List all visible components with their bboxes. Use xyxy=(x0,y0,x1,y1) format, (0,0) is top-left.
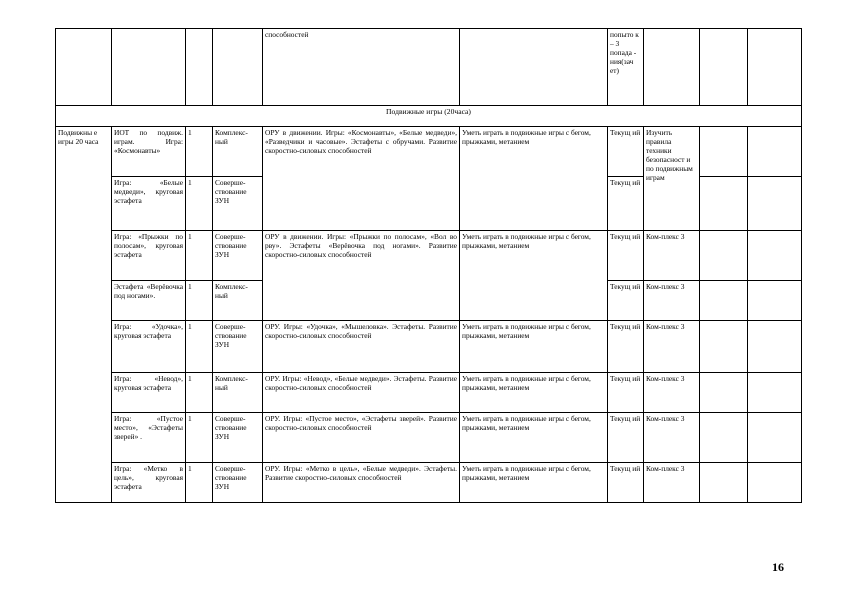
cell xyxy=(748,231,802,281)
content-cell: ОРУ. Игры: «Пустое место», «Эстафеты зверей». Развитие скоростно-силовых способностей xyxy=(263,413,460,463)
cell xyxy=(460,29,608,106)
table-row xyxy=(56,231,802,281)
cell: попыто к – 3 попада - ния(зач ет) xyxy=(608,29,644,106)
cell xyxy=(186,29,213,106)
hours-cell: 1 xyxy=(186,231,213,281)
outcome-cell: Уметь играть в подвижные игры с бегом, прыжками, метанием xyxy=(460,231,608,321)
cell xyxy=(748,281,802,321)
type-cell: Комплекс-ный xyxy=(213,373,263,413)
outcome-cell: Уметь играть в подвижные игры с бегом, прыжками, метанием xyxy=(460,127,608,231)
section-header-row xyxy=(56,106,802,127)
cell xyxy=(700,281,748,321)
type-cell: Комплекс-ный xyxy=(213,281,263,321)
outcome-cell: Уметь играть в подвижные игры с бегом, прыжками, метанием xyxy=(460,463,608,503)
homework-cell: Ком-плекс 3 xyxy=(644,231,700,281)
hours-cell: 1 xyxy=(186,321,213,373)
control-cell: Текущ ий xyxy=(608,231,644,281)
content-cell: ОРУ. Игры: «Метко в цель», «Белые медведи». Эстафеты. Развитие скоростно-силовых способностей xyxy=(263,463,460,503)
table-row xyxy=(56,463,802,503)
topic-cell: Игра: «Невод», круговая эстафета xyxy=(112,373,186,413)
topic-cell: ИОТ по подвиж. играм. Игра: «Космонавты» xyxy=(112,127,186,177)
page-number: 16 xyxy=(772,560,784,574)
cell xyxy=(700,177,748,231)
type-cell: Соверше-ствование ЗУН xyxy=(213,413,263,463)
cell xyxy=(700,127,748,177)
type-cell: Комплекс-ный xyxy=(213,127,263,177)
lesson-plan-table xyxy=(55,28,802,503)
cell xyxy=(748,463,802,503)
homework-cell: Ком-плекс 3 xyxy=(644,281,700,321)
control-cell: Текущ ий xyxy=(608,321,644,373)
cell xyxy=(56,29,112,106)
cell xyxy=(748,29,802,106)
control-cell: Текущ ий xyxy=(608,127,644,177)
cell xyxy=(700,463,748,503)
outcome-cell: Уметь играть в подвижные игры с бегом, прыжками, метанием xyxy=(460,321,608,373)
hours-cell: 1 xyxy=(186,373,213,413)
control-cell: Текущ ий xyxy=(608,177,644,231)
topic-cell: Игра: «Пустое место», «Эстафеты зверей» . xyxy=(112,413,186,463)
hours-cell: 1 xyxy=(186,127,213,177)
cell xyxy=(644,29,700,106)
topic-cell: Игра: «Метко в цель», круговая эстафета xyxy=(112,463,186,503)
cell: способностей xyxy=(263,29,460,106)
type-cell: Соверше-ствование ЗУН xyxy=(213,177,263,231)
hours-cell: 1 xyxy=(186,413,213,463)
hours-cell: 1 xyxy=(186,463,213,503)
table-row xyxy=(56,373,802,413)
type-cell: Соверше-ствование ЗУН xyxy=(213,321,263,373)
homework-cell: Изучить правила техники безопасност и по подвижным играм xyxy=(644,127,700,231)
cell xyxy=(700,373,748,413)
cell xyxy=(700,321,748,373)
homework-cell: Ком-плекс 3 xyxy=(644,413,700,463)
section-title: Подвижные игры (20часа) xyxy=(56,106,802,127)
cell xyxy=(748,127,802,177)
cell xyxy=(112,29,186,106)
topic-cell: Игра: «Белые медведи», круговая эстафета xyxy=(112,177,186,231)
topic-cell: Игра: «Прыжки по полосам», круговая эстафета xyxy=(112,231,186,281)
topic-cell: Игра: «Удочка», круговая эстафета xyxy=(112,321,186,373)
homework-cell: Ком-плекс 3 xyxy=(644,321,700,373)
outcome-cell: Уметь играть в подвижные игры с бегом, прыжками, метанием xyxy=(460,413,608,463)
table-row xyxy=(56,321,802,373)
cell xyxy=(748,373,802,413)
cell xyxy=(748,177,802,231)
table-row xyxy=(56,127,802,177)
cell xyxy=(700,29,748,106)
content-cell: ОРУ в движении. Игры: «Космонавты», «Белые медведи», «Разведчики и часовые». Эстафеты с обручами. Развитие скоростно-силовых способностей xyxy=(263,127,460,231)
control-cell: Текущ ий xyxy=(608,413,644,463)
cell xyxy=(748,321,802,373)
type-cell: Соверше-ствование ЗУН xyxy=(213,231,263,281)
cell xyxy=(700,231,748,281)
control-cell: Текущ ий xyxy=(608,463,644,503)
homework-cell: Ком-плекс 3 xyxy=(644,373,700,413)
cell xyxy=(748,413,802,463)
content-cell: ОРУ. Игры: «Удочка», «Мышеловка». Эстафеты. Развитие скоростно-силовых способностей xyxy=(263,321,460,373)
content-cell: ОРУ в движении. Игры: «Прыжки по полосам», «Вол во рву». Эстафеты «Верёвочка под ногами». Развитие скоростно-силовых способностей xyxy=(263,231,460,321)
content-cell: ОРУ. Игры: «Невод», «Белые медведи». Эстафеты. Развитие скоростно-силовых способностей xyxy=(263,373,460,413)
control-cell: Текущ ий xyxy=(608,373,644,413)
homework-cell: Ком-плекс 3 xyxy=(644,463,700,503)
table-row xyxy=(56,413,802,463)
cell xyxy=(700,413,748,463)
hours-cell: 1 xyxy=(186,281,213,321)
cell xyxy=(213,29,263,106)
hours-cell: 1 xyxy=(186,177,213,231)
control-cell: Текущ ий xyxy=(608,281,644,321)
section-label: Подвижны е игры 20 часа xyxy=(56,127,112,503)
outcome-cell: Уметь играть в подвижные игры с бегом, прыжками, метанием xyxy=(460,373,608,413)
topic-cell: Эстафета «Верёвочка под ногами». xyxy=(112,281,186,321)
table-row xyxy=(56,29,802,106)
type-cell: Соверше-ствование ЗУН xyxy=(213,463,263,503)
